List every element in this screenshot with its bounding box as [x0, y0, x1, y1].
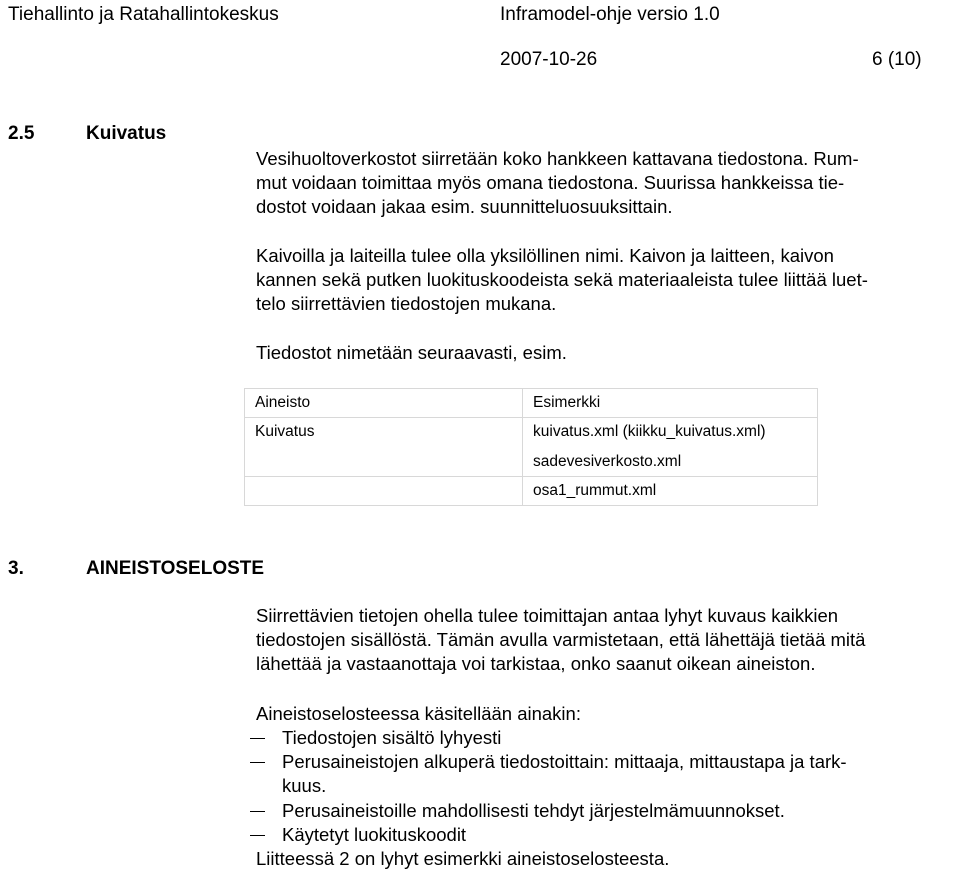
section-3-paragraph-1: Siirrettävien tietojen ohella tulee toimittajan antaa lyhyt kuvaus kaikkien tiedostojen sisällöstä. Tämän avulla varmistetaan, että lähettäjä tietää mitä lähettää ja vastaanottaja voi tarkistaa, onko saanut oikean aineiston. — [256, 605, 866, 674]
header-organization: Tiehallinto ja Ratahallintokeskus — [8, 4, 279, 25]
section-2-5-title: Kuivatus — [86, 123, 167, 144]
list-item: Tiedostojen sisältö lyhyesti — [282, 727, 502, 748]
table-cell-examples — [523, 477, 818, 506]
section-3-list-intro: Aineistoselosteessa käsitellään ainakin: — [256, 703, 581, 724]
section-2-5-paragraph-3: Tiedostot nimetään seuraavasti, esim. — [256, 342, 567, 363]
file-naming-table — [244, 388, 818, 506]
table-cell-examples — [523, 418, 818, 477]
header-page-number: 6 (10) — [872, 49, 922, 70]
table-example: sadevesiverkosto.xml — [533, 453, 682, 470]
table-example: kuivatus.xml (kiikku_kuivatus.xml) — [533, 423, 766, 440]
list-item: Perusaineistojen alkuperä tiedostoittain: mittaaja, mittaustapa ja tark- kuus. — [282, 751, 847, 796]
table-header-row — [245, 389, 818, 418]
table-row — [245, 477, 818, 506]
table-header-material: Aineisto — [245, 389, 523, 418]
list-item: Perusaineistoille mahdollisesti tehdyt järjestelmämuunnokset. — [282, 800, 785, 821]
table-example: osa1_rummut.xml — [533, 482, 657, 499]
section-2-5-paragraph-2: Kaivoilla ja laiteilla tulee olla yksilöllinen nimi. Kaivon ja laitteen, kaivon kannen sekä putken luokituskoodeista sekä materiaaleista tulee liittää luet- telo siirrettävien tiedostojen mukana. — [256, 245, 868, 314]
table-row — [245, 418, 818, 477]
dash-bullet-icon — [250, 762, 265, 764]
section-3-title: AINEISTOSELOSTE — [86, 558, 265, 579]
section-2-5-paragraph-1: Vesihuoltoverkostot siirretään koko hankkeen kattavana tiedostona. Rum- mut voidaan toimittaa myös omana tiedostona. Suurissa hankkeissa tie- dostot voidaan jakaa esim. suunnitteluosuuksittain. — [256, 148, 859, 217]
dash-bullet-icon — [250, 738, 265, 740]
header-document-title: Inframodel-ohje versio 1.0 — [500, 4, 720, 25]
dash-bullet-icon — [250, 811, 265, 813]
header-date: 2007-10-26 — [500, 49, 598, 70]
table-cell-material: Kuivatus — [245, 418, 523, 477]
table-header-example: Esimerkki — [523, 389, 818, 418]
section-3-number: 3. — [8, 558, 24, 579]
table-cell-material — [245, 477, 523, 506]
dash-bullet-icon — [250, 835, 265, 837]
section-2-5-number: 2.5 — [8, 123, 35, 144]
list-item: Käytetyt luokituskoodit — [282, 824, 467, 845]
section-3-closing: Liitteessä 2 on lyhyt esimerkki aineistoselosteesta. — [256, 848, 670, 869]
